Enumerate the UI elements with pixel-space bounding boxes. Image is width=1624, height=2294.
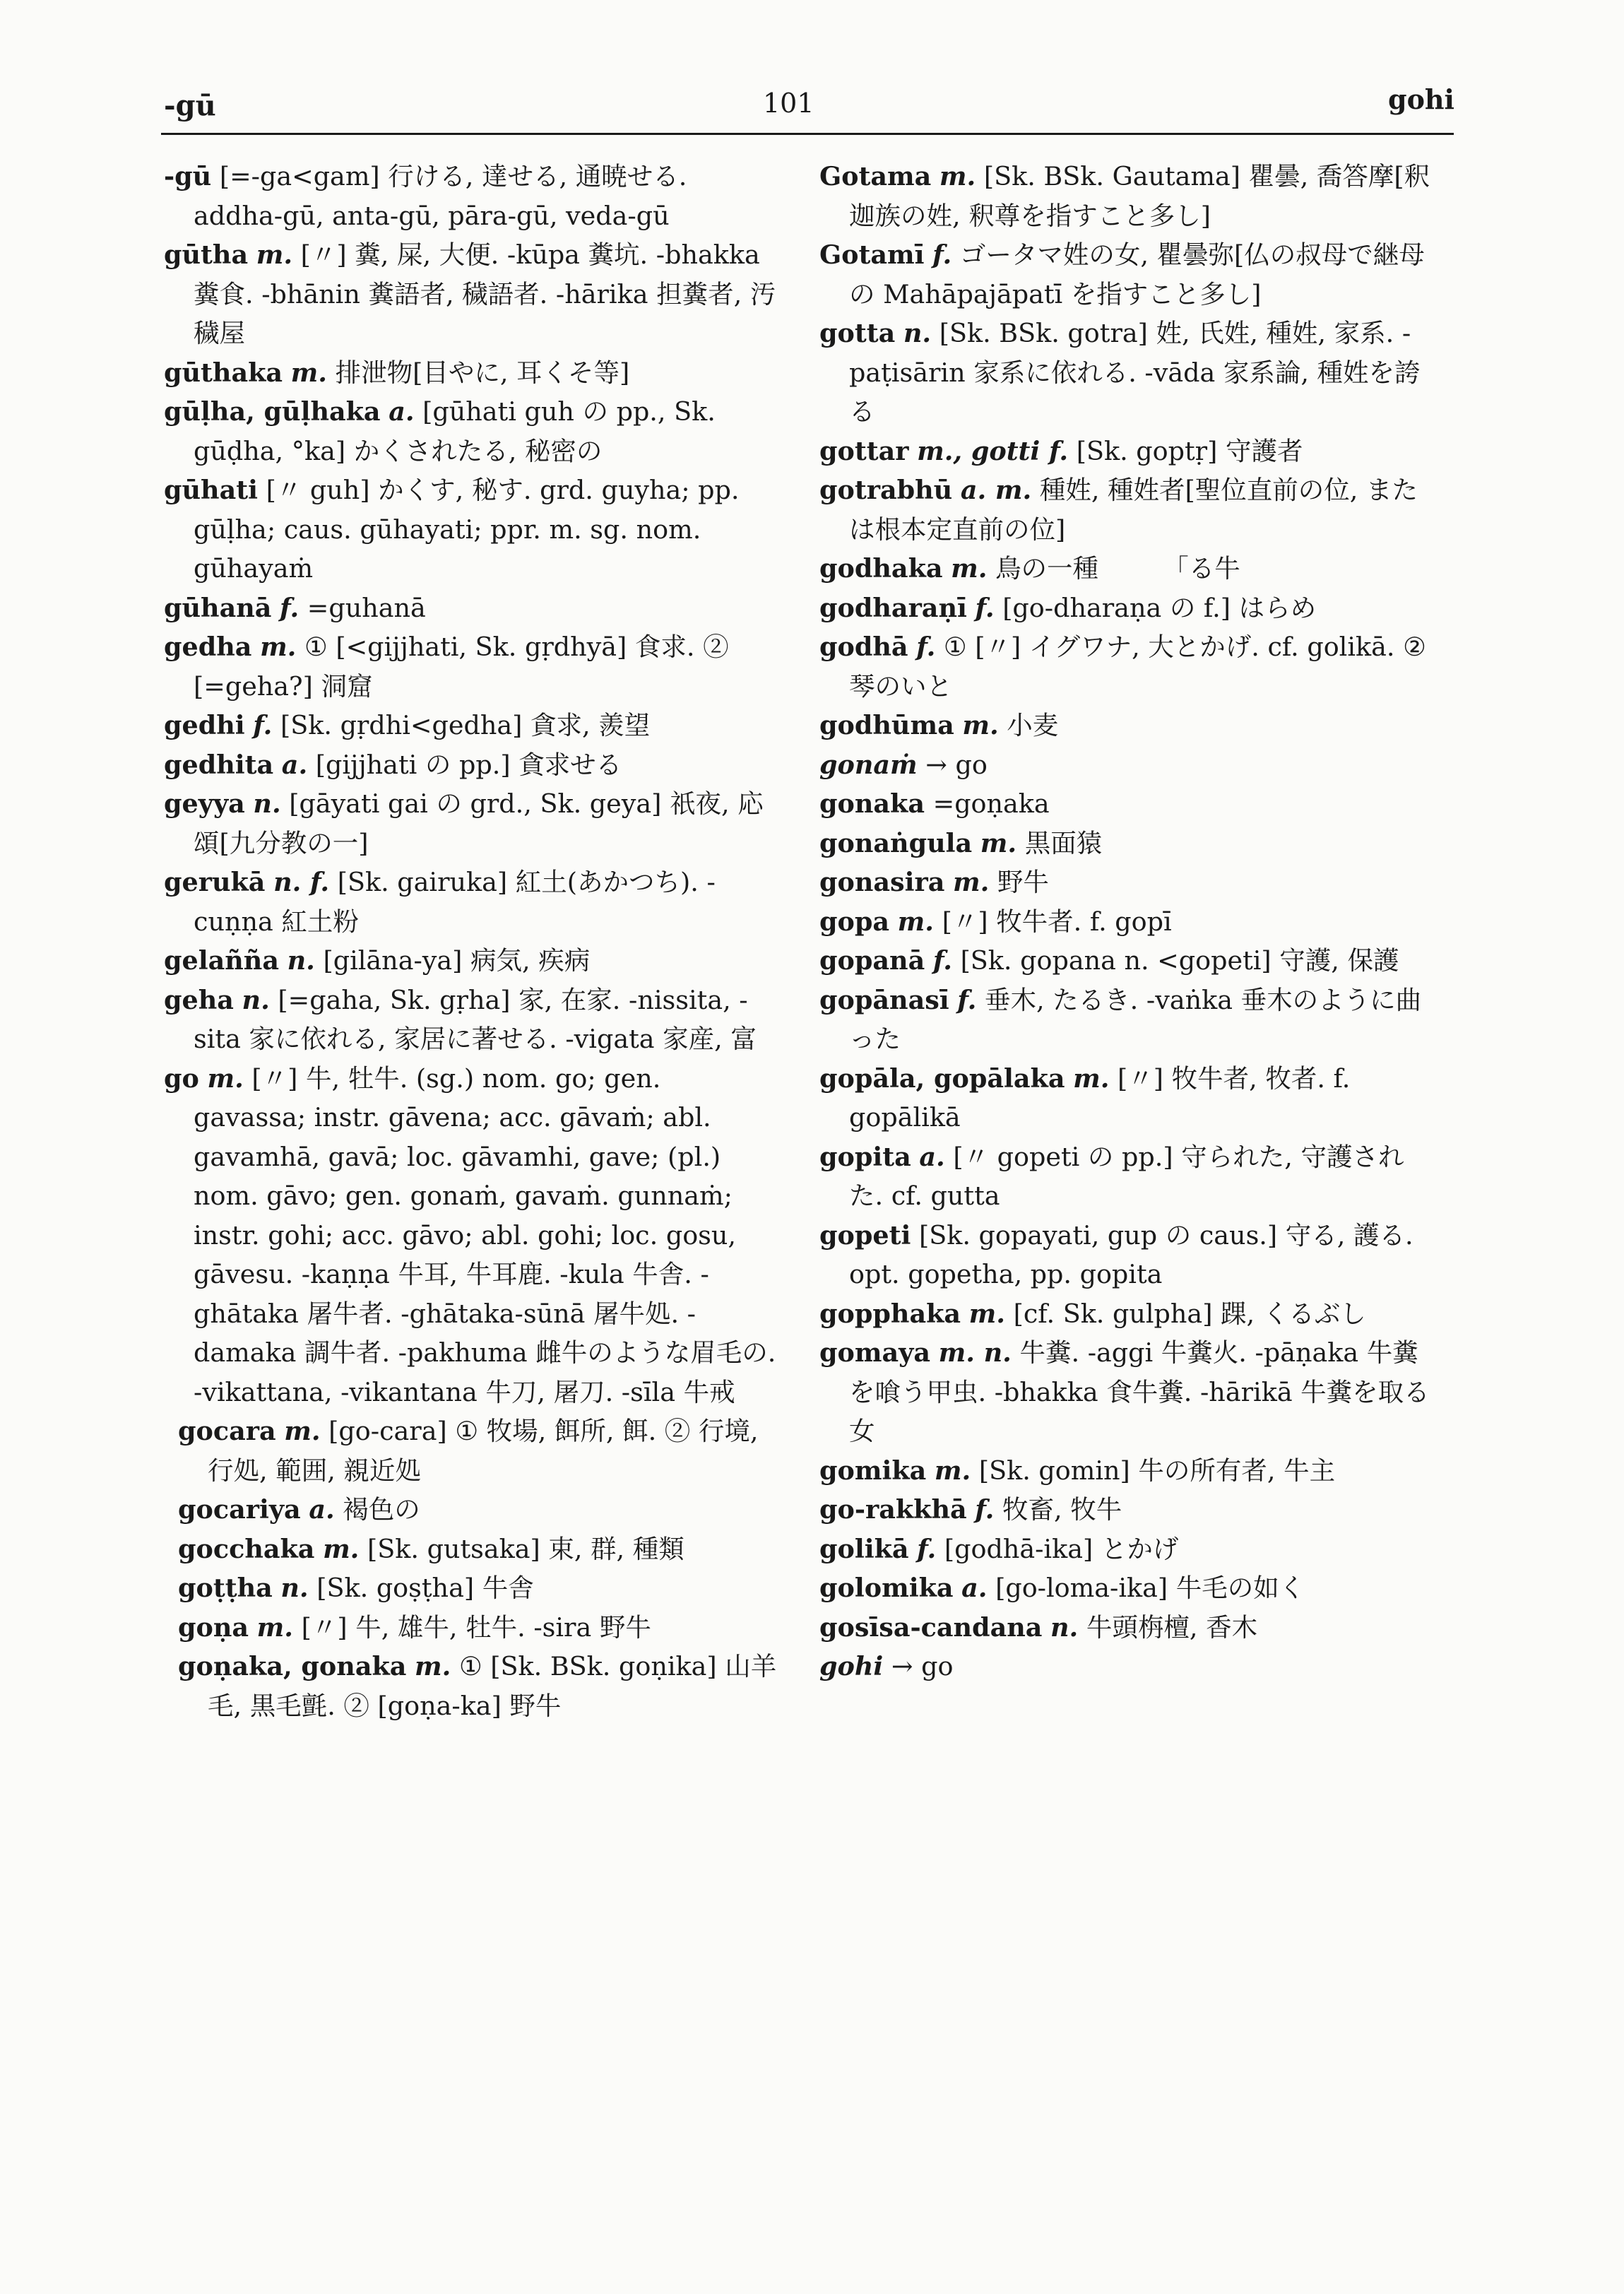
entry-grammar-label: m., gotti f. [917,435,1069,466]
entry-grammar-label: m. [980,827,1017,858]
entry-headword: gopphaka [819,1298,961,1329]
entry-etymology: [〃] [251,1063,298,1094]
entry-definition: 病気, 疾病 [470,945,591,976]
entry-definition: 牛舎 [482,1573,534,1603]
dictionary-entry [819,1530,1434,1569]
dictionary-entry [164,745,778,785]
entry-etymology: [Sk. gutsaka] [367,1533,540,1564]
dictionary-entry [819,1490,1434,1530]
entry-headword: gedha [164,632,252,662]
entry-definition: 行ける, 達せる, 通暁せる. addha-gū, anta-gū, pāra-gū, veda-gū [194,161,687,231]
entry-definition: → go [891,1651,954,1681]
entry-headword: gelañña [164,945,279,976]
entry-headword: gotrabhū [819,475,953,505]
dictionary-entry [164,784,778,863]
entry-definition: 牧畜, 牧牛 [1002,1494,1122,1525]
dictionary-entry [178,1490,778,1530]
entry-headword: gonaka [819,788,925,819]
dictionary-entry [164,157,778,235]
dictionary-entry [819,784,1434,824]
entry-headword: gocara [178,1416,276,1446]
entry-grammar-label: f. [932,240,952,270]
entry-headword: gotta [819,318,896,348]
entry-definition: 家, 在家. -nissita, -sita 家に依れる, 家居に著せる. -vigata 家産, 富 [194,984,757,1054]
entry-etymology: [=-ga<gam] [219,161,380,191]
dictionary-entry [819,1059,1434,1137]
entry-definition: ゴータマ姓の女, 瞿曇弥[仏の叔母で継母の Mahāpajāpatī を指すこと多し] [849,240,1425,309]
header-rule [161,133,1454,135]
dictionary-entry [164,589,778,628]
dictionary-entry [164,1059,778,1412]
entry-headword: Gotamī [819,240,925,270]
entry-headword: gosīsa-candana [819,1612,1043,1643]
entry-definition: とかげ [1101,1533,1179,1564]
entry-definition: 守護, 保護 [1279,945,1399,976]
dictionary-entry [819,549,1434,589]
entry-grammar-label: m. [256,240,293,270]
entry-etymology: [Sk. gopana n. <gopeti] [960,945,1272,976]
dictionary-entry [819,902,1434,942]
entry-headword: golomika [819,1573,954,1603]
dictionary-entry [819,432,1434,471]
entry-headword: geha [164,984,234,1015]
entry-headword: gohi [819,1651,884,1681]
entry-definition: かくされたる, 秘密の [353,435,603,466]
entry-headword: gūhanā [164,592,272,623]
dictionary-entry [164,981,778,1059]
entry-definition: かくす, 秘す. grd. guyha; pp. gūḷha; caus. gūhayati; ppr. m. sg. nom. gūhayaṁ [194,475,740,584]
entry-definition: 貪求せる [518,749,622,780]
entry-headword: gopa [819,906,890,937]
entry-etymology: [〃] [942,906,988,937]
entry-etymology: [Sk. goptṛ] [1076,435,1218,466]
running-head-left: -gū [164,89,216,122]
entry-grammar-label: n. f. [273,867,330,897]
entry-definition: → go [925,749,988,780]
entry-definition: 貪求, 羨望 [530,710,651,740]
entry-grammar-label: f. [253,710,273,740]
dictionary-entry [819,471,1434,549]
dictionary-entry [164,353,778,393]
entry-grammar-label: f. [932,945,952,976]
dictionary-entry [819,824,1434,863]
entry-grammar-label: m. [260,632,297,662]
entry-grammar-label: n. [287,945,315,976]
dictionary-entry [178,1412,778,1490]
dictionary-entry [164,863,778,941]
entry-headword: gūthaka [164,357,283,388]
entry-etymology: [go-dharaṇa の f.] [1002,592,1231,623]
entry-grammar-label: a. m. [960,475,1032,505]
entry-grammar-label: m. [323,1533,360,1564]
entry-headword: gūtha [164,240,249,270]
dictionary-entry [164,627,778,706]
entry-headword: gopānasī [819,984,949,1015]
entry-etymology: [Sk. gairuka] [337,867,508,897]
entry-definition: 守られた, 守護された. cf. gutta [849,1141,1404,1211]
dictionary-entry [178,1530,778,1569]
entry-grammar-label: m. [934,1455,971,1486]
entry-etymology: [gilāna-ya] [323,945,463,976]
entry-grammar-label: f. [916,632,936,662]
entry-definition: ① [<gijjhati, Sk. gṛdhyā] 食求. ② [=geha?] 洞窟 [194,632,729,702]
entry-headword: Gotama [819,161,932,191]
entry-etymology: [〃] [300,240,347,270]
entry-grammar-label: m. [207,1063,244,1094]
entry-grammar-label: n. [903,318,932,348]
entry-grammar-label: m. [1073,1063,1110,1094]
entry-grammar-label: m. [962,710,999,740]
dictionary-entry [819,941,1434,981]
entry-headword: gocariya [178,1494,301,1525]
entry-etymology: [〃 guh] [266,475,370,505]
entry-etymology: [gūhati guh の pp., Sk. gūḍha, °ka] [194,396,716,466]
entry-headword: godharaṇī [819,592,967,623]
entry-definition: ① [Sk. BSk. goṇika] 山羊毛, 黒毛氈. ② [goṇa-ka] 野牛 [208,1651,777,1721]
entry-headword: gopeti [819,1219,911,1251]
dictionary-entry [819,589,1434,628]
entry-headword: geyya [164,788,245,819]
entry-etymology: [〃] [301,1612,348,1643]
entry-headword: gūhati [164,475,258,505]
entry-headword: golikā [819,1533,909,1564]
dictionary-entry [819,1333,1434,1451]
entry-grammar-label: m. [284,1416,321,1446]
entry-etymology: [gāyati gai の grd., Sk. geya] [289,788,662,819]
entry-etymology: [Sk. BSk. Gautama] [983,161,1241,191]
dictionary-entry [819,627,1434,706]
entry-etymology: [Sk. gopayati, gup の caus.] [918,1219,1278,1251]
entry-etymology: [cf. Sk. gulpha] [1013,1298,1213,1329]
entry-definition: 牛の所有者, 牛主 [1138,1455,1336,1486]
entry-definition: はらめ [1238,592,1317,623]
entry-grammar-label: a. [961,1573,988,1603]
right-column [819,157,1434,1686]
entry-definition: 牛糞. -aggi 牛糞火. -pāṇaka 牛糞を喰う甲虫. -bhakka 食牛糞. -hārikā 牛糞を取る女 [849,1337,1430,1446]
entry-grammar-label: m. [939,161,976,191]
entry-definition: 紅土(あかつち). -cuṇṇa 紅土粉 [194,867,716,937]
entry-definition: 守る, 護る. opt. gopetha, pp. gopita [849,1219,1413,1289]
entry-grammar-label: m. n. [938,1337,1012,1368]
entry-grammar-label: a. [309,1494,335,1525]
entry-etymology: [godhā-ika] [944,1533,1093,1564]
entry-definition: 種姓, 種姓者[聖位直前の位, または根本定直前の位] [849,475,1418,545]
entry-definition: 牛, 牡牛. (sg.) nom. go; gen. gavassa; instr. gāvena; acc. gāvaṁ; abl. gavamhā, gavā; loc. gāvamhi, gave; (pl.) nom. gāvo; gen. gonaṁ, gavaṁ. gunnaṁ; instr. gohi; acc. gāvo; abl. gohi; loc. gosu, gāvesu. -kaṇṇa 牛耳, 牛耳鹿. -kula 牛舎. -ghātaka 屠牛者. -ghātaka-sūnā 屠牛処. -damaka 調牛者. -pakhuma 雌牛のような眉毛の. -vikattana, -vikantana 牛刀, 屠刀. -sīla 牛戒 [194,1063,776,1407]
entry-definition: 祇夜, 応頌[九分教の一] [194,788,764,858]
entry-definition: ① [〃] イグワナ, 大とかげ. cf. golikā. ② 琴のいと [849,632,1426,702]
entry-headword: gonaṁ [819,749,918,780]
dictionary-entry [178,1647,778,1725]
entry-headword: gonasira [819,867,945,897]
dictionary-entry [819,157,1434,235]
entry-headword: gocchaka [178,1533,315,1564]
entry-headword: gopāla, gopālaka [819,1063,1065,1094]
entry-headword: gerukā [164,867,266,897]
entry-definition: 鳥の一種 「る牛 [995,553,1240,584]
dictionary-entry [819,981,1434,1059]
entry-grammar-label: m. [256,1612,293,1643]
entry-definition: =goṇaka [932,788,1050,819]
entry-definition: 牧牛者. f. gopī [996,906,1172,937]
running-head [0,83,1624,133]
entry-headword: gedhi [164,710,245,740]
dictionary-entry [819,1294,1434,1334]
entry-headword: gopanā [819,945,925,976]
dictionary-entry [819,1216,1434,1294]
entry-definition: 黒面猿 [1024,827,1103,858]
entry-etymology: [=gaha, Sk. gṛha] [278,984,511,1015]
running-head-right: gohi [1388,83,1454,115]
entry-grammar-label: f. [917,1533,937,1564]
entry-grammar-label: n. [280,1573,309,1603]
entry-headword: gottar [819,435,909,466]
dictionary-entry [164,941,778,981]
entry-etymology: [Sk. goṣṭha] [316,1573,475,1603]
entry-headword: godhā [819,632,908,662]
entry-grammar-label: m. [415,1651,451,1681]
entry-headword: goṇa [178,1612,249,1643]
dictionary-entry [819,863,1434,902]
entry-headword: gopita [819,1141,911,1172]
entry-grammar-label: n. [1050,1612,1079,1643]
entry-definition: 瞿曇, 喬答摩[釈迦族の姓, 釈尊を指すこと多し] [849,161,1430,231]
entry-headword: gomika [819,1455,927,1486]
entry-headword: -gū [164,161,212,191]
entry-grammar-label: a. [281,749,308,780]
dictionary-entry [819,745,1434,785]
entry-headword: gedhita [164,749,274,780]
entry-definition: 小麦 [1007,710,1059,740]
entry-headword: gūḷha, gūḷhaka [164,396,381,427]
dictionary-entry [819,1568,1434,1608]
entry-definition: 牧牛者, 牧者. f. gopālikā [849,1063,1351,1133]
entry-definition: 糞, 屎, 大便. -kūpa 糞坑. -bhakka 糞食. -bhānin 糞語者, 穢語者. -hārika 担糞者, 汚穢屋 [194,240,776,348]
entry-etymology: [go-loma-ika] [995,1573,1168,1603]
entry-definition: 野牛 [997,867,1049,897]
entry-etymology: [Sk. BSk. gotra] [939,318,1148,348]
entry-definition: 守護者 [1225,435,1303,466]
entry-headword: goṇaka, gonaka [178,1651,407,1681]
entry-grammar-label: n. [253,788,281,819]
entry-grammar-label: a. [389,396,415,427]
entry-etymology: [〃] [1118,1063,1163,1094]
dictionary-entry [819,1451,1434,1491]
entry-grammar-label: m. [968,1298,1005,1329]
entry-definition: 姓, 氏姓, 種姓, 家系. -paṭisārin 家系に依れる. -vāda 家系論, 種姓を誇る [849,318,1421,427]
entry-etymology: [〃 gopeti の pp.] [953,1141,1173,1172]
entry-grammar-label: f. [957,984,977,1015]
entry-etymology: [gijjhati の pp.] [315,749,511,780]
entry-definition: 牛毛の如く [1175,1573,1305,1603]
entry-grammar-label: m. [897,906,934,937]
entry-definition: 束, 群, 種類 [548,1533,684,1564]
dictionary-entry [819,235,1434,314]
entry-grammar-label: f. [975,1494,995,1525]
dictionary-entry [819,1647,1434,1686]
dictionary-entry [819,1137,1434,1216]
entry-definition: 牛, 雄牛, 牡牛. -sira 野牛 [355,1612,651,1643]
entry-definition: 垂木, たるき. -vaṅka 垂木のように曲った [849,984,1422,1054]
entry-headword: goṭṭha [178,1573,273,1603]
entry-grammar-label: f. [975,592,995,623]
dictionary-entry [164,392,778,471]
entry-grammar-label: f. [280,592,300,623]
entry-etymology: [Sk. gṛdhi<gedha] [280,710,523,740]
entry-headword: gomaya [819,1337,930,1368]
entry-definition: 踝, くるぶし [1221,1298,1366,1329]
entry-definition: 褐色の [343,1494,420,1525]
entry-headword: go-rakkhā [819,1494,967,1525]
entry-grammar-label: m. [952,867,990,897]
dictionary-entry [819,1608,1434,1648]
dictionary-entry [819,314,1434,432]
dictionary-entry [178,1608,778,1648]
entry-definition: 排泄物[目やに, 耳くそ等] [335,357,630,388]
entry-headword: go [164,1063,199,1094]
dictionary-entry [178,1568,778,1608]
entry-definition: =guhanā [307,592,426,623]
dictionary-entry [164,706,778,745]
entry-etymology: [go-cara] [328,1416,447,1446]
entry-etymology: [Sk. gomin] [978,1455,1130,1486]
entry-definition: 牛頭栴檀, 香木 [1086,1612,1258,1643]
dictionary-entry [164,235,778,353]
entry-grammar-label: m. [290,357,327,388]
entry-headword: godhaka [819,553,943,584]
entry-definition: ① 牧場, 餌所, 餌. ② 行境, 行処, 範囲, 親近処 [208,1416,759,1486]
entry-grammar-label: m. [951,553,988,584]
entry-grammar-label: a. [919,1141,945,1172]
entry-headword: godhūma [819,710,954,740]
entry-headword: gonaṅgula [819,827,973,858]
dictionary-entry [164,471,778,589]
dictionary-entry [819,706,1434,745]
left-column [164,157,778,1725]
page-number: 101 [763,88,814,119]
entry-grammar-label: n. [242,984,270,1015]
